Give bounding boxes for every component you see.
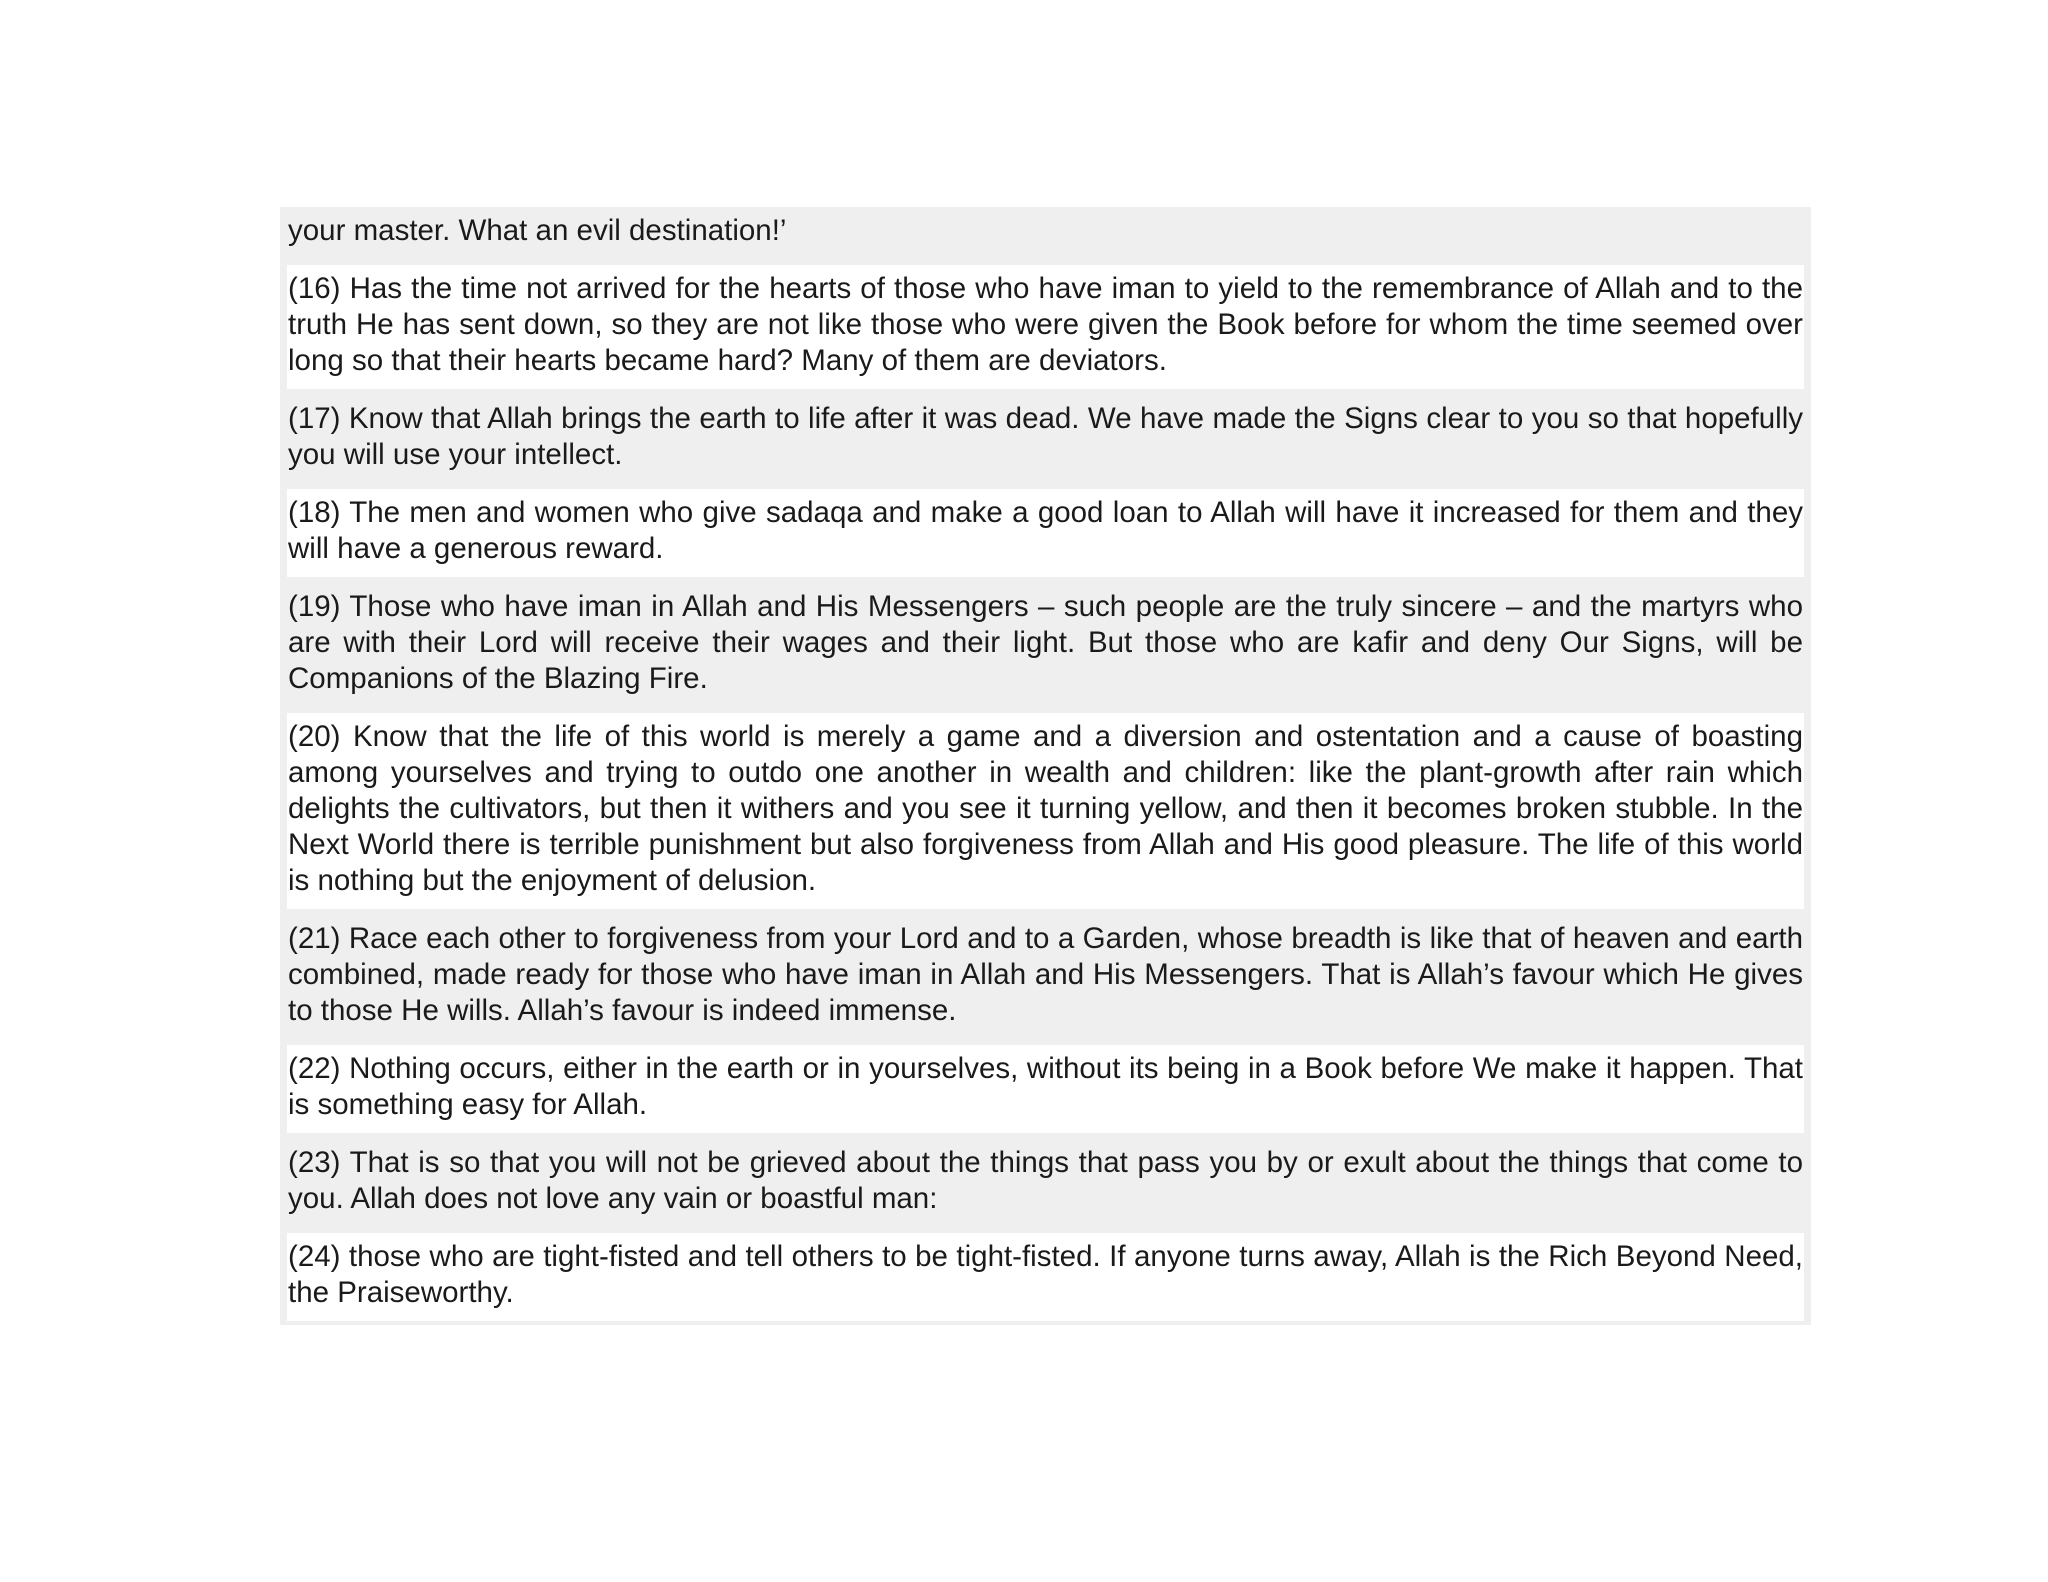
verse-row-20: (20) Know that the life of this world is merely a game and a diversion and ostentation and a cause of boasting among yourselves and trying to outdo one another in wealth and children: like the plant-growth after rain which delights the cultivators, but then it withers and you see it turning yellow, and then it becomes broken stubble. In the Next World there is terrible punishment but also forgiveness from Allah and His good pleasure. The life of this world is nothing but the enjoyment of delusion. <box>287 713 1804 909</box>
verse-row-16: (16) Has the time not arrived for the hearts of those who have iman to yield to the remembrance of Allah and to the truth He has sent down, so they are not like those who were given the Book before for whom the time seemed over long so that their hearts became hard? Many of them are deviators. <box>287 265 1804 389</box>
verse-row-22: (22) Nothing occurs, either in the earth or in yourselves, without its being in a Book before We make it happen. That is something easy for Allah. <box>287 1045 1804 1133</box>
verse-row-21: (21) Race each other to forgiveness from your Lord and to a Garden, whose breadth is like that of heaven and earth combined, made ready for those who have iman in Allah and His Messengers. That is Allah’s favour which He gives to those He wills. Allah’s favour is indeed immense. <box>287 915 1804 1039</box>
verse-row-18: (18) The men and women who give sadaqa and make a good loan to Allah will have it increased for them and they will have a generous reward. <box>287 489 1804 577</box>
verse-table <box>280 207 1811 1325</box>
verse-row-24: (24) those who are tight-fisted and tell others to be tight-fisted. If anyone turns away, Allah is the Rich Beyond Need, the Praiseworthy. <box>287 1233 1804 1321</box>
verse-row-17: (17) Know that Allah brings the earth to life after it was dead. We have made the Signs clear to you so that hopefully you will use your intellect. <box>287 395 1804 483</box>
verse-row-continuation: your master. What an evil destination!’ <box>287 207 1804 259</box>
verse-row-23: (23) That is so that you will not be grieved about the things that pass you by or exult about the things that come to you. Allah does not love any vain or boastful man: <box>287 1139 1804 1227</box>
verse-row-19: (19) Those who have iman in Allah and His Messengers – such people are the truly sincere – and the martyrs who are with their Lord will receive their wages and their light. But those who are kafir and deny Our Signs, will be Companions of the Blazing Fire. <box>287 583 1804 707</box>
